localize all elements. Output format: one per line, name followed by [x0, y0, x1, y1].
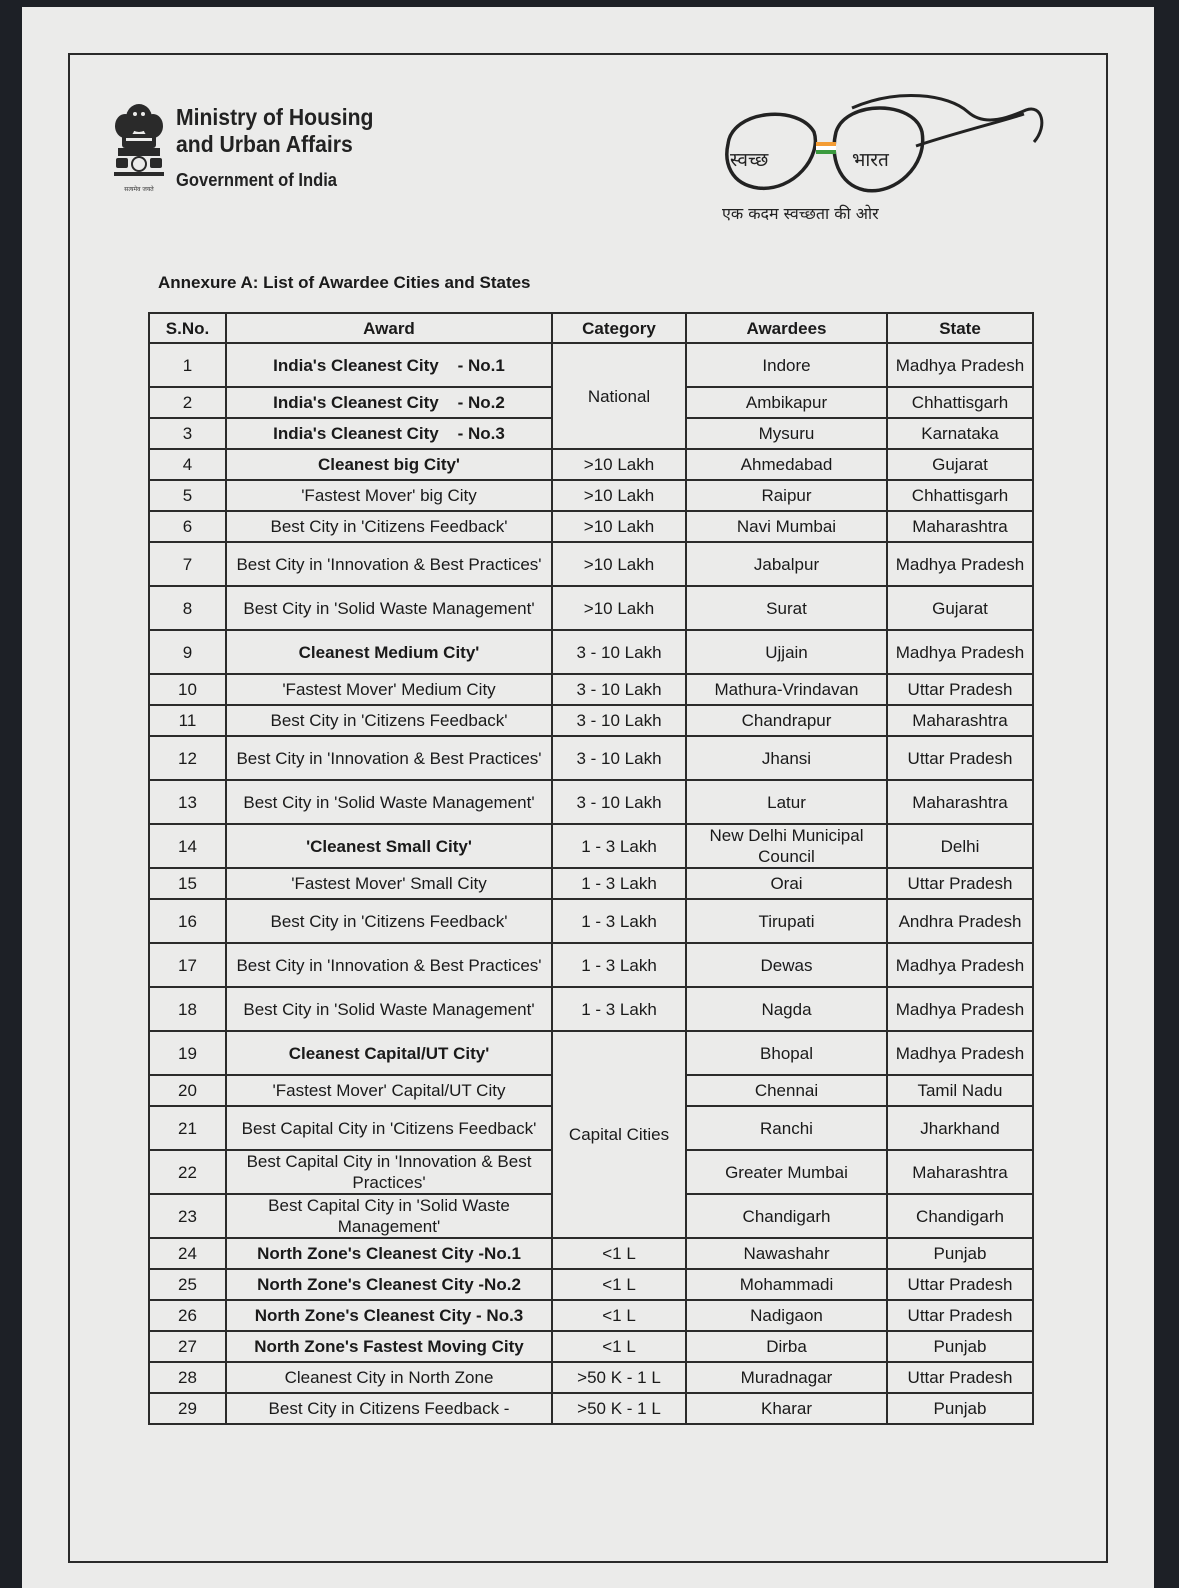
cell-state: Madhya Pradesh: [887, 630, 1033, 674]
cell-award: Best City in 'Solid Waste Management': [226, 586, 552, 630]
cell-award: Best City in 'Citizens Feedback': [226, 511, 552, 542]
cell-category: >10 Lakh: [552, 586, 686, 630]
national-emblem-icon: [110, 96, 168, 196]
cell-award: Cleanest Capital/UT City': [226, 1031, 552, 1075]
cell-state: Karnataka: [887, 418, 1033, 449]
cell-award: Best City in 'Innovation & Best Practices': [226, 542, 552, 586]
table-row: [149, 480, 1033, 511]
table-row: [149, 542, 1033, 586]
cell-awardee: Ahmedabad: [686, 449, 887, 480]
cell-award: Best City in 'Innovation & Best Practices': [226, 943, 552, 987]
cell-awardee: Mysuru: [686, 418, 887, 449]
cell-award: 'Fastest Mover' big City: [226, 480, 552, 511]
cell-award: North Zone's Cleanest City -No.2: [226, 1269, 552, 1300]
header-category: Category: [552, 313, 686, 343]
emblem-motto: सत्यमेव जयते: [124, 186, 154, 193]
table-row: [149, 899, 1033, 943]
cell-state: Punjab: [887, 1331, 1033, 1362]
awardee-table: [148, 312, 1034, 1425]
cell-state: Maharashtra: [887, 1150, 1033, 1194]
cell-category: 1 - 3 Lakh: [552, 824, 686, 868]
cell-awardee: Dirba: [686, 1331, 887, 1362]
cell-award: 'Fastest Mover' Capital/UT City: [226, 1075, 552, 1106]
table-row: [149, 1393, 1033, 1424]
cell-state: Uttar Pradesh: [887, 868, 1033, 899]
cell-awardee: Nawashahr: [686, 1238, 887, 1269]
cell-sno: 4: [149, 449, 226, 480]
cell-award: North Zone's Cleanest City - No.3: [226, 1300, 552, 1331]
cell-awardee: Latur: [686, 780, 887, 824]
cell-sno: 29: [149, 1393, 226, 1424]
cell-category: <1 L: [552, 1331, 686, 1362]
cell-awardee: Muradnagar: [686, 1362, 887, 1393]
cell-sno: 2: [149, 387, 226, 418]
table-row: [149, 1031, 1033, 1075]
cell-state: Gujarat: [887, 586, 1033, 630]
cell-awardee: Tirupati: [686, 899, 887, 943]
table-row: [149, 511, 1033, 542]
cell-state: Chhattisgarh: [887, 387, 1033, 418]
cell-state: Madhya Pradesh: [887, 542, 1033, 586]
cell-sno: 5: [149, 480, 226, 511]
cell-sno: 17: [149, 943, 226, 987]
cell-awardee: Indore: [686, 343, 887, 387]
ministry-name: Ministry of Housing and Urban Affairs: [176, 104, 374, 157]
cell-category: 3 - 10 Lakh: [552, 705, 686, 736]
cell-sno: 7: [149, 542, 226, 586]
cell-state: Maharashtra: [887, 705, 1033, 736]
cell-award: India's Cleanest City - No.1: [226, 343, 552, 387]
cell-award: Best City in 'Solid Waste Management': [226, 780, 552, 824]
cell-awardee: Nadigaon: [686, 1300, 887, 1331]
cell-category: 3 - 10 Lakh: [552, 780, 686, 824]
table-row: [149, 987, 1033, 1031]
cell-state: Uttar Pradesh: [887, 1269, 1033, 1300]
cell-state: Uttar Pradesh: [887, 1362, 1033, 1393]
table-row: [149, 1238, 1033, 1269]
table-row: [149, 824, 1033, 868]
table-row: [149, 586, 1033, 630]
cell-awardee: Chandigarh: [686, 1194, 887, 1238]
cell-award: Best Capital City in 'Innovation & Best Practices': [226, 1150, 552, 1194]
cell-category: >10 Lakh: [552, 542, 686, 586]
table-row: [149, 943, 1033, 987]
table-row: [149, 736, 1033, 780]
cell-sno: 14: [149, 824, 226, 868]
table-row: [149, 449, 1033, 480]
cell-category: >50 K - 1 L: [552, 1393, 686, 1424]
cell-category: 1 - 3 Lakh: [552, 868, 686, 899]
cell-sno: 24: [149, 1238, 226, 1269]
cell-sno: 25: [149, 1269, 226, 1300]
cell-sno: 28: [149, 1362, 226, 1393]
cell-award: Best City in Citizens Feedback -: [226, 1393, 552, 1424]
table-row: [149, 674, 1033, 705]
cell-award: 'Fastest Mover' Medium City: [226, 674, 552, 705]
cell-awardee: Mohammadi: [686, 1269, 887, 1300]
cell-sno: 20: [149, 1075, 226, 1106]
cell-sno: 10: [149, 674, 226, 705]
cell-category: Capital Cities: [552, 1031, 686, 1238]
cell-award: North Zone's Cleanest City -No.1: [226, 1238, 552, 1269]
cell-awardee: Orai: [686, 868, 887, 899]
cell-sno: 19: [149, 1031, 226, 1075]
cell-state: Madhya Pradesh: [887, 987, 1033, 1031]
cell-award: Best Capital City in 'Citizens Feedback': [226, 1106, 552, 1150]
cell-state: Madhya Pradesh: [887, 1031, 1033, 1075]
cell-state: Punjab: [887, 1393, 1033, 1424]
cell-state: Delhi: [887, 824, 1033, 868]
cell-awardee: Chennai: [686, 1075, 887, 1106]
cell-state: Uttar Pradesh: [887, 1300, 1033, 1331]
cell-category: 3 - 10 Lakh: [552, 736, 686, 780]
cell-category: 1 - 3 Lakh: [552, 899, 686, 943]
cell-award: Best City in 'Citizens Feedback': [226, 705, 552, 736]
cell-award: North Zone's Fastest Moving City: [226, 1331, 552, 1362]
cell-category: 1 - 3 Lakh: [552, 987, 686, 1031]
header-state: State: [887, 313, 1033, 343]
table-row: [149, 705, 1033, 736]
cell-category: >50 K - 1 L: [552, 1362, 686, 1393]
cell-awardee: Ambikapur: [686, 387, 887, 418]
table-row: [149, 1300, 1033, 1331]
cell-state: Maharashtra: [887, 511, 1033, 542]
cell-awardee: Mathura-Vrindavan: [686, 674, 887, 705]
cell-category: 3 - 10 Lakh: [552, 630, 686, 674]
table-row: [149, 630, 1033, 674]
table-row: [149, 1269, 1033, 1300]
cell-sno: 11: [149, 705, 226, 736]
cell-award: Best Capital City in 'Solid Waste Management': [226, 1194, 552, 1238]
cell-sno: 26: [149, 1300, 226, 1331]
cell-awardee: Ujjain: [686, 630, 887, 674]
cell-awardee: Nagda: [686, 987, 887, 1031]
cell-state: Jharkhand: [887, 1106, 1033, 1150]
cell-award: 'Fastest Mover' Small City: [226, 868, 552, 899]
cell-category: <1 L: [552, 1238, 686, 1269]
cell-category: <1 L: [552, 1269, 686, 1300]
cell-sno: 3: [149, 418, 226, 449]
cell-awardee: Dewas: [686, 943, 887, 987]
cell-awardee: Kharar: [686, 1393, 887, 1424]
header-award: Award: [226, 313, 552, 343]
government-label: Government of India: [176, 170, 338, 190]
cell-sno: 8: [149, 586, 226, 630]
cell-sno: 9: [149, 630, 226, 674]
table-header-row: [149, 313, 1033, 343]
header-sno: S.No.: [149, 313, 226, 343]
cell-state: Tamil Nadu: [887, 1075, 1033, 1106]
cell-awardee: Jhansi: [686, 736, 887, 780]
cell-sno: 13: [149, 780, 226, 824]
cell-state: Gujarat: [887, 449, 1033, 480]
cell-award: India's Cleanest City - No.2: [226, 387, 552, 418]
cell-state: Andhra Pradesh: [887, 899, 1033, 943]
annexure-title: Annexure A: List of Awardee Cities and States: [158, 273, 531, 292]
cell-award: 'Cleanest Small City': [226, 824, 552, 868]
cell-award: Cleanest Medium City': [226, 630, 552, 674]
cell-state: Chandigarh: [887, 1194, 1033, 1238]
cell-sno: 18: [149, 987, 226, 1031]
cell-award: Best City in 'Innovation & Best Practices': [226, 736, 552, 780]
cell-state: Uttar Pradesh: [887, 736, 1033, 780]
cell-sno: 12: [149, 736, 226, 780]
cell-awardee: Raipur: [686, 480, 887, 511]
table-row: [149, 780, 1033, 824]
cell-category: 1 - 3 Lakh: [552, 943, 686, 987]
cell-state: Madhya Pradesh: [887, 943, 1033, 987]
cell-sno: 22: [149, 1150, 226, 1194]
cell-state: Chhattisgarh: [887, 480, 1033, 511]
cell-awardee: Greater Mumbai: [686, 1150, 887, 1194]
cell-category: 3 - 10 Lakh: [552, 674, 686, 705]
cell-category: <1 L: [552, 1300, 686, 1331]
cell-award: Best City in 'Solid Waste Management': [226, 987, 552, 1031]
logo-word-swachh: स्वच्छ: [730, 149, 769, 171]
logo-tagline: एक कदम स्वच्छता की ओर: [722, 204, 879, 223]
cell-state: Uttar Pradesh: [887, 674, 1033, 705]
table-row: [149, 343, 1033, 387]
cell-awardee: Ranchi: [686, 1106, 887, 1150]
table-row: [149, 868, 1033, 899]
cell-state: Maharashtra: [887, 780, 1033, 824]
logo-word-bharat: भारत: [852, 149, 889, 171]
cell-award: Cleanest City in North Zone: [226, 1362, 552, 1393]
cell-award: India's Cleanest City - No.3: [226, 418, 552, 449]
cell-award: Cleanest big City': [226, 449, 552, 480]
cell-awardee: Surat: [686, 586, 887, 630]
header-awardees: Awardees: [686, 313, 887, 343]
cell-awardee: Navi Mumbai: [686, 511, 887, 542]
cell-sno: 6: [149, 511, 226, 542]
cell-sno: 21: [149, 1106, 226, 1150]
cell-awardee: Jabalpur: [686, 542, 887, 586]
table-row: [149, 1362, 1033, 1393]
cell-sno: 23: [149, 1194, 226, 1238]
cell-category: National: [552, 343, 686, 449]
cell-sno: 27: [149, 1331, 226, 1362]
cell-sno: 15: [149, 868, 226, 899]
cell-state: Madhya Pradesh: [887, 343, 1033, 387]
cell-category: >10 Lakh: [552, 449, 686, 480]
cell-category: >10 Lakh: [552, 480, 686, 511]
cell-award: Best City in 'Citizens Feedback': [226, 899, 552, 943]
cell-sno: 16: [149, 899, 226, 943]
cell-awardee: Chandrapur: [686, 705, 887, 736]
cell-sno: 1: [149, 343, 226, 387]
table-row: [149, 1331, 1033, 1362]
cell-category: >10 Lakh: [552, 511, 686, 542]
cell-state: Punjab: [887, 1238, 1033, 1269]
cell-awardee: Bhopal: [686, 1031, 887, 1075]
cell-awardee: New Delhi Municipal Council: [686, 824, 887, 868]
